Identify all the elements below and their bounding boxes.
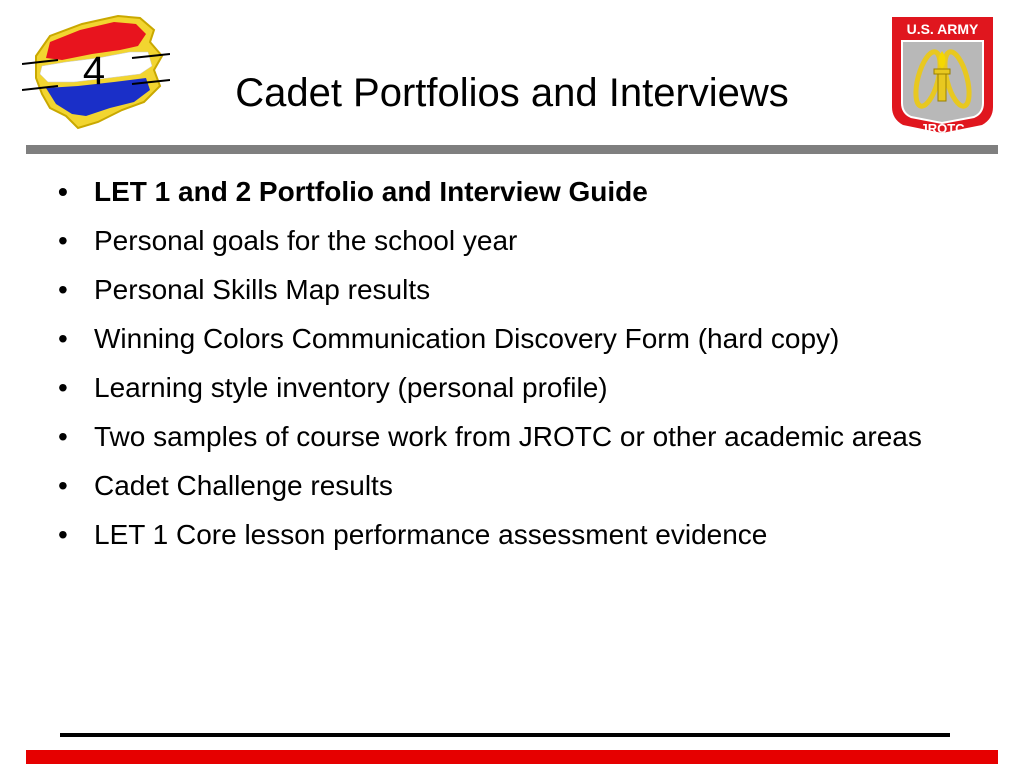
bullet-text: LET 1 Core lesson performance assessment evidence xyxy=(94,519,768,550)
bullet-marker: • xyxy=(58,519,68,550)
bullet-text: Learning style inventory (personal profile) xyxy=(94,372,608,403)
bullet-marker: • xyxy=(58,372,68,403)
bullet-marker: • xyxy=(58,274,68,305)
bullet-text: LET 1 and 2 Portfolio and Interview Guide xyxy=(94,176,648,207)
bullet-text: Personal Skills Map results xyxy=(94,274,431,305)
bullet-list xyxy=(58,175,958,567)
bullet-marker: • xyxy=(58,176,68,207)
bullet-text: Two samples of course work from JROTC or other academic areas xyxy=(94,421,922,452)
shield-bottom-text: JROTC xyxy=(920,121,965,134)
header-divider xyxy=(26,145,998,154)
bullet-marker: • xyxy=(58,323,68,354)
slide-title: Cadet Portfolios and Interviews xyxy=(235,71,789,115)
bullet-item xyxy=(58,469,958,502)
bullet-item xyxy=(58,224,958,257)
bullet-text: Personal goals for the school year xyxy=(94,225,518,256)
footer-black-rule xyxy=(60,733,950,737)
bullet-marker: • xyxy=(58,470,68,501)
bullet-marker: • xyxy=(58,225,68,256)
bullet-marker: • xyxy=(58,421,68,452)
bullet-item xyxy=(58,175,958,208)
bullet-item xyxy=(58,322,958,355)
bullet-item xyxy=(58,273,958,306)
bullet-item xyxy=(58,420,958,453)
bullet-text: Winning Colors Communication Discovery Form (hard copy) xyxy=(94,323,840,354)
bullet-item xyxy=(58,371,958,404)
shield-top-text: U.S. ARMY xyxy=(906,21,979,37)
bullet-text: Cadet Challenge results xyxy=(94,470,393,501)
jrotc-shield-logo xyxy=(890,15,995,134)
footer-red-bar xyxy=(26,750,998,764)
logo-number: 4 xyxy=(82,49,106,93)
bullet-item xyxy=(58,518,958,551)
